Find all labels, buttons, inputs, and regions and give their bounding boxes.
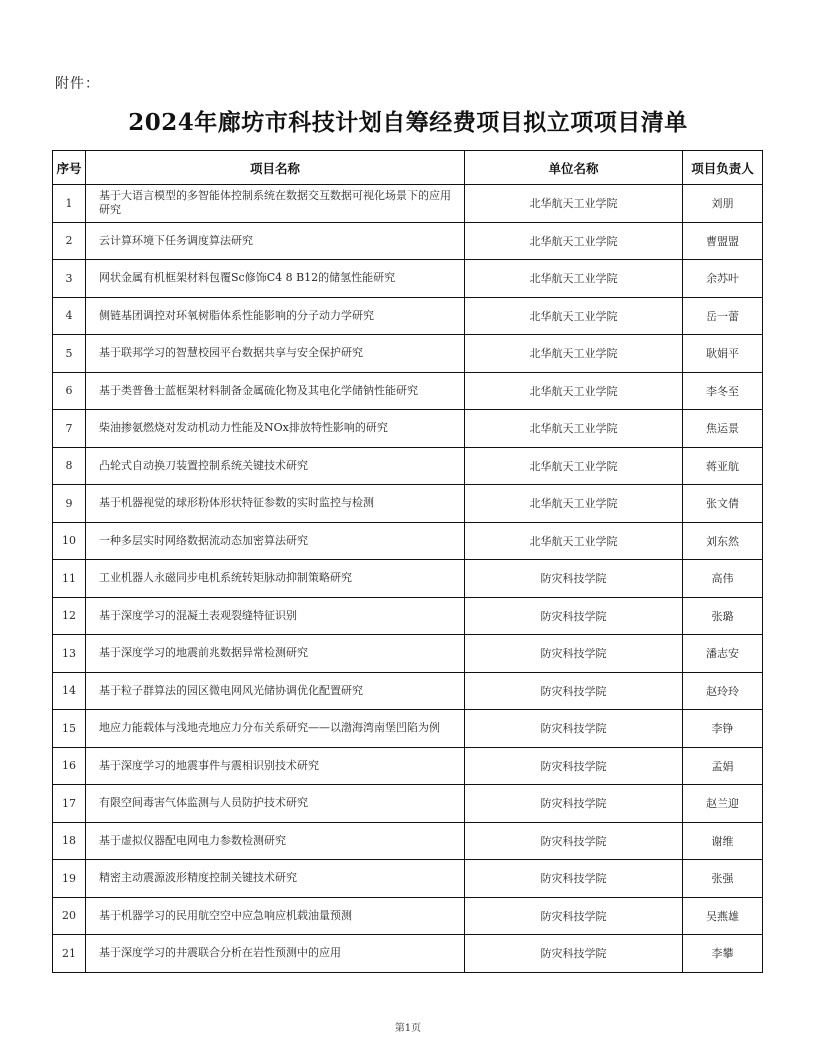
cell-project-name: 云计算环境下任务调度算法研究 [86,222,465,260]
table-row [53,222,763,260]
cell-project-name: 一种多层实时网络数据流动态加密算法研究 [86,522,465,560]
cell-serial-number: 15 [53,710,86,748]
cell-project-lead: 张强 [683,860,763,898]
cell-project-lead: 孟娟 [683,747,763,785]
cell-unit-name: 防灾科技学院 [465,597,683,635]
table-row [53,372,763,410]
cell-serial-number: 9 [53,485,86,523]
cell-project-name: 基于深度学习的井震联合分析在岩性预测中的应用 [86,935,465,973]
cell-serial-number: 2 [53,222,86,260]
cell-unit-name: 防灾科技学院 [465,897,683,935]
cell-serial-number: 1 [53,185,86,223]
cell-project-name: 基于大语言模型的多智能体控制系统在数据交互数据可视化场景下的应用研究 [86,185,465,223]
cell-unit-name: 北华航天工业学院 [465,222,683,260]
cell-project-lead: 李铮 [683,710,763,748]
cell-project-name: 基于机器学习的民用航空空中应急响应机载油量预测 [86,897,465,935]
cell-project-lead: 吴燕雄 [683,897,763,935]
cell-project-lead: 高伟 [683,560,763,598]
cell-serial-number: 20 [53,897,86,935]
cell-unit-name: 北华航天工业学院 [465,522,683,560]
cell-project-name: 侧链基团调控对环氧树脂体系性能影响的分子动力学研究 [86,297,465,335]
cell-unit-name: 防灾科技学院 [465,672,683,710]
cell-unit-name: 防灾科技学院 [465,710,683,748]
cell-serial-number: 16 [53,747,86,785]
table-row [53,260,763,298]
cell-unit-name: 北华航天工业学院 [465,297,683,335]
cell-serial-number: 14 [53,672,86,710]
cell-project-name: 网状金属有机框架材料包覆Sc修饰C4 8 B12的储氢性能研究 [86,260,465,298]
cell-unit-name: 防灾科技学院 [465,785,683,823]
cell-project-name: 基于联邦学习的智慧校园平台数据共享与安全保护研究 [86,335,465,373]
cell-project-lead: 张璐 [683,597,763,635]
table-row [53,410,763,448]
table-row [53,672,763,710]
table-row [53,897,763,935]
table-header-row [53,151,763,185]
cell-serial-number: 13 [53,635,86,673]
cell-project-lead: 谢维 [683,822,763,860]
attachment-label: 附件： [55,76,100,92]
cell-project-name: 精密主动震源波形精度控制关键技术研究 [86,860,465,898]
cell-project-lead: 余苏叶 [683,260,763,298]
cell-project-name: 地应力能载体与浅地壳地应力分布关系研究——以渤海湾南堡凹陷为例 [86,710,465,748]
cell-unit-name: 防灾科技学院 [465,860,683,898]
cell-project-lead: 潘志安 [683,635,763,673]
table-row [53,710,763,748]
table-row [53,635,763,673]
table-row [53,185,763,223]
table-body [53,185,763,973]
cell-project-name: 凸轮式自动换刀装置控制系统关键技术研究 [86,447,465,485]
cell-project-lead: 赵兰迎 [683,785,763,823]
table-row [53,485,763,523]
cell-unit-name: 北华航天工业学院 [465,185,683,223]
cell-unit-name: 北华航天工业学院 [465,485,683,523]
cell-project-lead: 刘朋 [683,185,763,223]
table-row [53,335,763,373]
cell-unit-name: 防灾科技学院 [465,747,683,785]
cell-serial-number: 21 [53,935,86,973]
cell-project-name: 柴油掺氨燃烧对发动机动力性能及NOx排放特性影响的研究 [86,410,465,448]
cell-serial-number: 3 [53,260,86,298]
cell-project-name: 基于粒子群算法的园区微电网风光储协调优化配置研究 [86,672,465,710]
cell-serial-number: 11 [53,560,86,598]
header-serial-number: 序号 [53,151,86,185]
cell-serial-number: 10 [53,522,86,560]
cell-serial-number: 17 [53,785,86,823]
cell-serial-number: 19 [53,860,86,898]
table-row [53,747,763,785]
cell-project-lead: 李攀 [683,935,763,973]
cell-serial-number: 7 [53,410,86,448]
cell-unit-name: 北华航天工业学院 [465,372,683,410]
cell-unit-name: 防灾科技学院 [465,560,683,598]
cell-project-lead: 曹盟盟 [683,222,763,260]
cell-project-name: 工业机器人永磁同步电机系统转矩脉动抑制策略研究 [86,560,465,598]
table-row [53,860,763,898]
cell-project-name: 基于虚拟仪器配电网电力参数检测研究 [86,822,465,860]
cell-project-name: 基于深度学习的地震前兆数据异常检测研究 [86,635,465,673]
cell-unit-name: 北华航天工业学院 [465,410,683,448]
table-row [53,560,763,598]
cell-serial-number: 4 [53,297,86,335]
cell-serial-number: 18 [53,822,86,860]
table-row [53,785,763,823]
cell-unit-name: 北华航天工业学院 [465,447,683,485]
cell-project-lead: 岳一蕾 [683,297,763,335]
header-project-name: 项目名称 [86,151,465,185]
table-row [53,822,763,860]
project-list-table [52,150,763,973]
cell-unit-name: 防灾科技学院 [465,822,683,860]
cell-project-name: 有限空间毒害气体监测与人员防护技术研究 [86,785,465,823]
cell-project-name: 基于类普鲁士蓝框架材料制备金属硫化物及其电化学储钠性能研究 [86,372,465,410]
cell-unit-name: 北华航天工业学院 [465,335,683,373]
table-row [53,447,763,485]
cell-project-name: 基于深度学习的地震事件与震相识别技术研究 [86,747,465,785]
table-row [53,597,763,635]
table-row [53,522,763,560]
cell-unit-name: 防灾科技学院 [465,935,683,973]
cell-project-lead: 焦运景 [683,410,763,448]
header-unit-name: 单位名称 [465,151,683,185]
cell-project-lead: 李冬至 [683,372,763,410]
cell-project-name: 基于深度学习的混凝土表观裂缝特征识别 [86,597,465,635]
cell-serial-number: 12 [53,597,86,635]
cell-serial-number: 5 [53,335,86,373]
document-title: 2024年廊坊市科技计划自筹经费项目拟立项项目清单 [128,109,688,136]
cell-project-lead: 刘东然 [683,522,763,560]
cell-project-name: 基于机器视觉的球形粉体形状特征参数的实时监控与检测 [86,485,465,523]
header-project-lead: 项目负责人 [683,151,763,185]
page-number: 第1页 [394,1023,422,1034]
table-row [53,935,763,973]
cell-serial-number: 8 [53,447,86,485]
cell-project-lead: 赵玲玲 [683,672,763,710]
cell-project-lead: 张文倩 [683,485,763,523]
table-row [53,297,763,335]
cell-unit-name: 防灾科技学院 [465,635,683,673]
cell-unit-name: 北华航天工业学院 [465,260,683,298]
cell-project-lead: 耿娟平 [683,335,763,373]
cell-serial-number: 6 [53,372,86,410]
cell-project-lead: 蒋亚航 [683,447,763,485]
